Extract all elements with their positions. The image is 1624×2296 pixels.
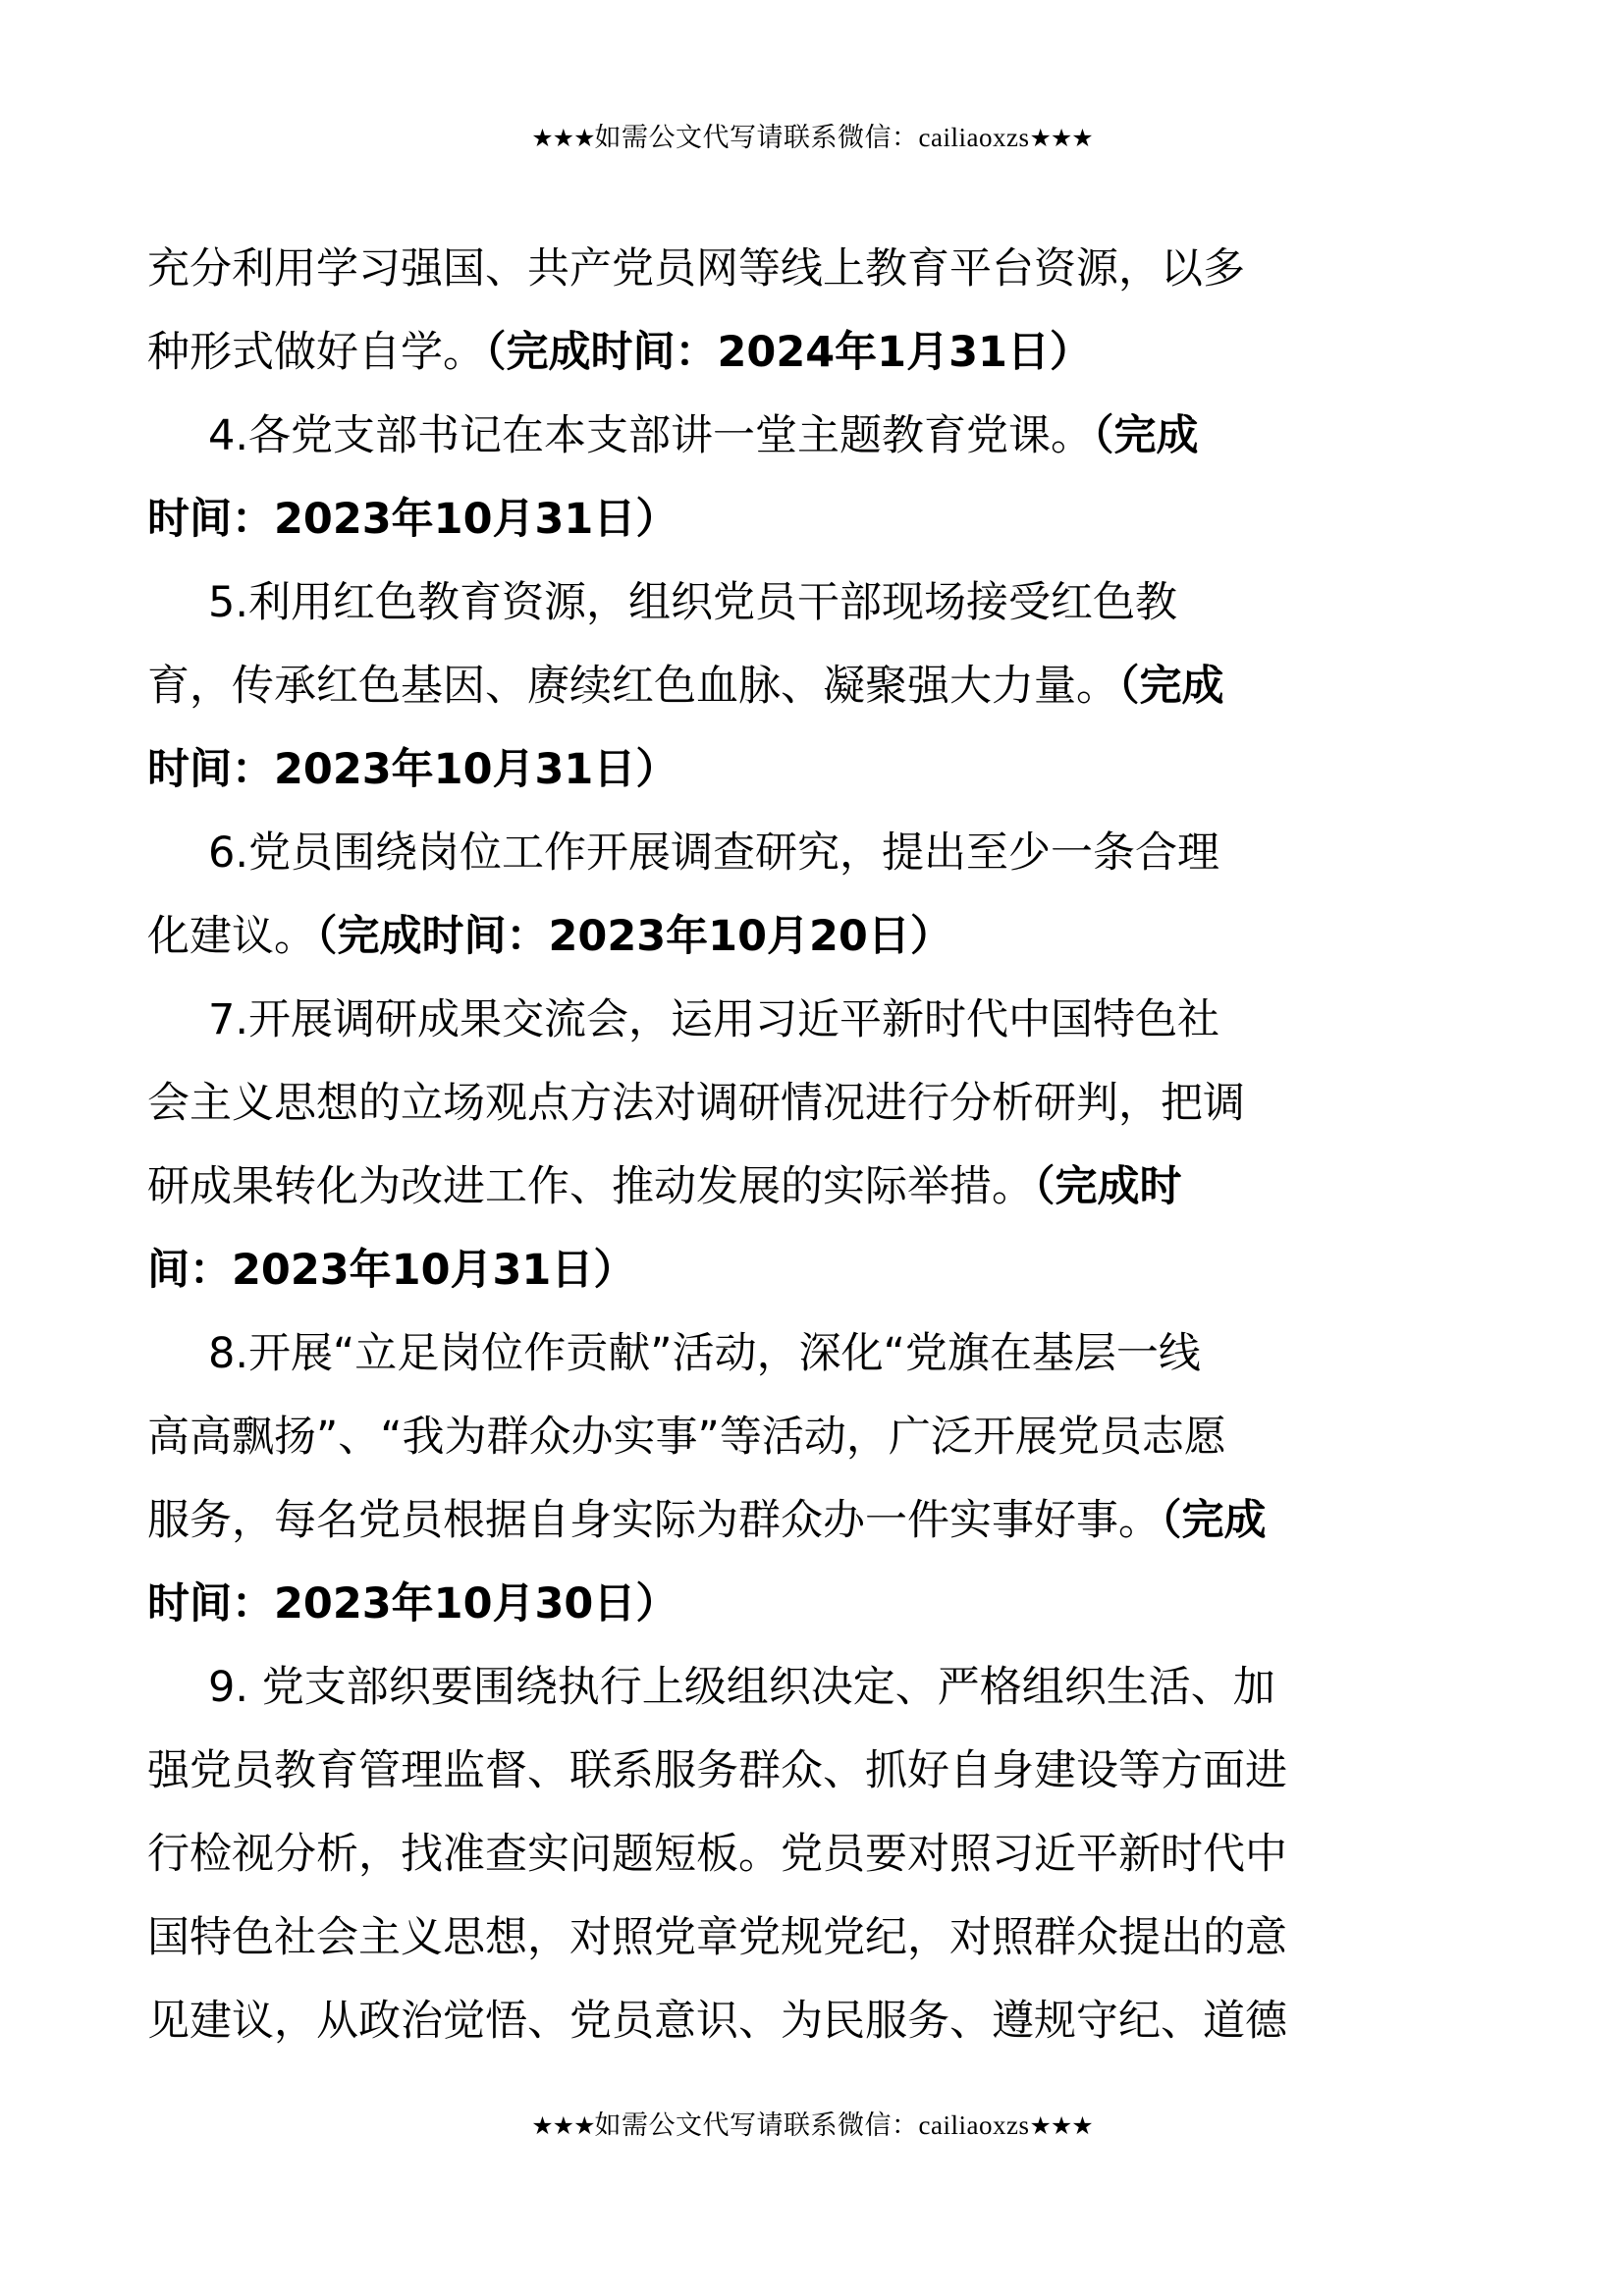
body-text-run: 会主义思想的立场观点方法对调研情况进行分析研判，把调 <box>147 1079 1245 1128</box>
completion-deadline-text: （完成时 <box>1034 1162 1182 1211</box>
body-text-run: 4.各党支部书记在本支部讲一堂主题教育党课。 <box>208 411 1094 460</box>
body-line <box>147 1062 1478 1146</box>
body-line <box>147 1479 1478 1563</box>
footer-watermark-text: 如需公文代写请联系微信： <box>594 2110 919 2140</box>
footer-wechat-id: cailiaoxzs <box>918 2110 1030 2140</box>
body-line <box>147 395 1478 478</box>
completion-deadline-text: （完成 <box>1118 662 1224 711</box>
completion-deadline-text: 时间：2023年10月30日） <box>147 1579 678 1629</box>
completion-deadline-text: 间：2023年10月31日） <box>147 1246 636 1295</box>
header-stars-right: ★★★ <box>1029 124 1093 152</box>
body-text-run: 强党员教育管理监督、联系服务群众、抓好自身建设等方面进 <box>147 1746 1287 1795</box>
completion-deadline-text: （完成 <box>1161 1496 1267 1545</box>
body-line <box>147 228 1478 311</box>
body-line <box>147 1396 1478 1479</box>
page-header-watermark <box>0 116 1624 154</box>
body-text-run: 8.开展“立足岗位作贡献”活动，深化“党旗在基层一线 <box>208 1329 1201 1378</box>
body-line <box>147 895 1478 979</box>
body-line <box>147 1813 1478 1896</box>
header-watermark-text: 如需公文代写请联系微信： <box>594 123 919 152</box>
body-line <box>147 812 1478 895</box>
body-line <box>147 1730 1478 1813</box>
body-text-run: 9. 党支部织要围绕执行上级组织决定、严格组织生活、加 <box>208 1663 1275 1712</box>
body-line <box>147 1146 1478 1229</box>
page-footer-watermark <box>0 2104 1624 2142</box>
body-line <box>147 1563 1478 1646</box>
body-line <box>147 1229 1478 1312</box>
body-text-run: 5.利用红色教育资源，组织党员干部现场接受红色教 <box>208 578 1178 627</box>
completion-deadline-text: （完成 <box>1093 411 1199 460</box>
body-text-run: 见建议，从政治觉悟、党员意识、为民服务、遵规守纪、道德 <box>147 1997 1287 2046</box>
body-line <box>147 1646 1478 1730</box>
body-text-run: 研成果转化为改进工作、推动发展的实际举措。 <box>147 1162 1034 1211</box>
completion-deadline-text: （完成时间：2024年1月31日） <box>485 328 1092 377</box>
header-stars-left: ★★★ <box>531 124 595 152</box>
body-text-run: 育，传承红色基因、赓续红色血脉、凝聚强大力量。 <box>147 662 1118 711</box>
body-text-run: 高高飘扬”、“我为群众办实事”等活动，广泛开展党员志愿 <box>147 1413 1226 1462</box>
header-wechat-id: cailiaoxzs <box>918 123 1030 152</box>
body-line <box>147 979 1478 1062</box>
body-text-run: 服务，每名党员根据自身实际为群众办一件实事好事。 <box>147 1496 1161 1545</box>
body-text-run: 种形式做好自学。 <box>147 328 485 377</box>
body-line <box>147 728 1478 812</box>
body-text-run: 7.开展调研成果交流会，运用习近平新时代中国特色社 <box>208 995 1220 1044</box>
body-line <box>147 561 1478 645</box>
body-text-run: 化建议。 <box>147 912 316 961</box>
body-line <box>147 645 1478 728</box>
document-body <box>147 228 1478 2063</box>
body-line <box>147 311 1478 395</box>
body-text-run: 充分利用学习强国、共产党员网等线上教育平台资源，以多 <box>147 244 1245 294</box>
body-text-run: 国特色社会主义思想，对照党章党规党纪，对照群众提出的意 <box>147 1913 1287 1962</box>
footer-stars-left: ★★★ <box>531 2111 595 2140</box>
body-line <box>147 1980 1478 2063</box>
body-text-run: 行检视分析，找准查实问题短板。党员要对照习近平新时代中 <box>147 1830 1287 1879</box>
completion-deadline-text: （完成时间：2023年10月20日） <box>316 912 952 961</box>
footer-stars-right: ★★★ <box>1029 2111 1093 2140</box>
body-text-run: 6.党员围绕岗位工作开展调查研究，提出至少一条合理 <box>208 828 1220 878</box>
body-line <box>147 1896 1478 1980</box>
completion-deadline-text: 时间：2023年10月31日） <box>147 495 678 544</box>
body-line <box>147 1312 1478 1396</box>
body-line <box>147 478 1478 561</box>
completion-deadline-text: 时间：2023年10月31日） <box>147 745 678 794</box>
